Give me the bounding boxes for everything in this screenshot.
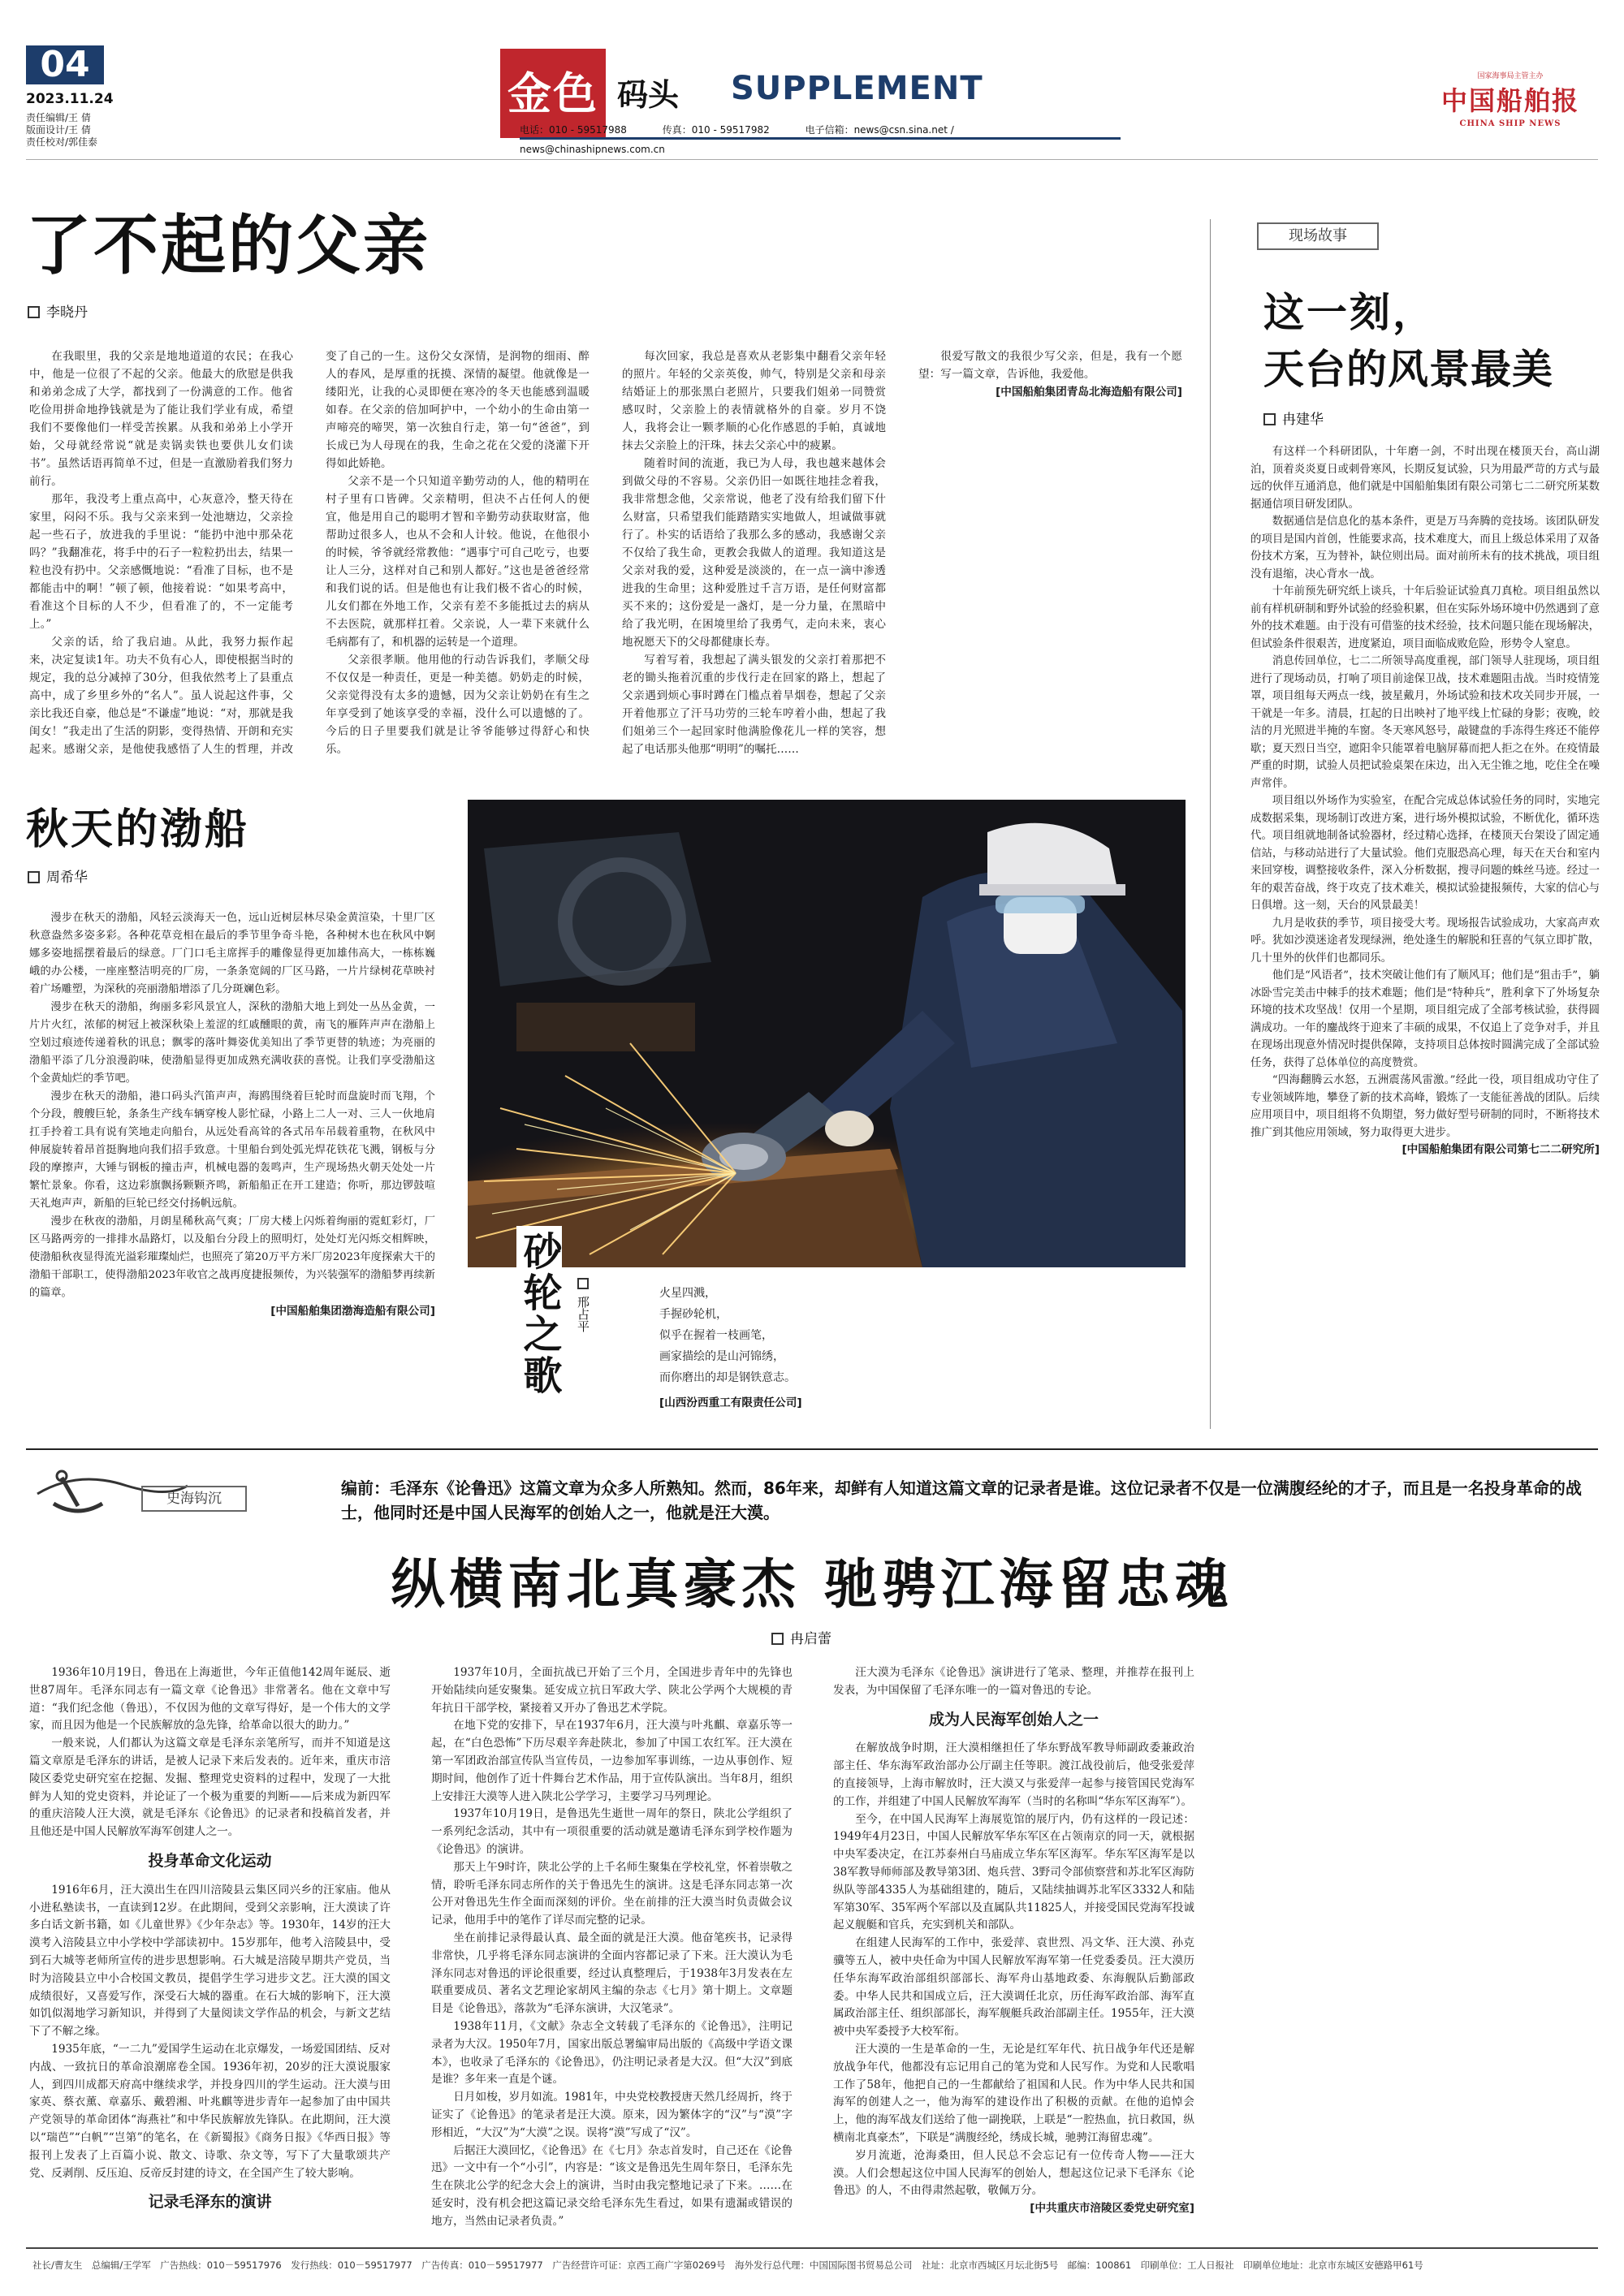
article2-byline (28, 865, 88, 886)
editors-block (26, 112, 97, 149)
article4-byline (771, 1627, 831, 1647)
contact-phone: 电话：010 - 59517988 (520, 124, 627, 136)
article4-body (29, 1664, 1596, 2241)
header-rule (26, 159, 1598, 160)
paragraph: 至今，在中国人民海军上海展览馆的展厅内，仍有这样的一段记述：1949年4月23日，中国人民解放军华东军区在占领南京的同一天，就根据中央军委决定，在江苏泰州白马庙成立华东军区海军。华东军区海军是以38军教导师师部及教导第3团、炮兵营、3野司令部侦察营和苏北军区海防纵队等部4335人为基础组建的，随后，又陆续抽调苏北军区3332人和陆军第30军、35军两个军部以及直属队共11825人，并接受国民党海军投诚起义舰艇和官兵，充实到机关和部队。 (833, 1812, 1194, 1932)
paragraph: 1916年6月，汪大漠出生在四川涪陵县云集区同兴乡的汪家庙。他从小进私塾读书，一直读到12岁。在此期间，受到父亲影响，汪大漠读了许多白话文新书籍，如《儿童世界》《少年杂志》等。1930年，14岁的汪大漠考入涪陵县立中小学校中学部读初中。15岁那年，他考入涪陵县中，受到石大城等老师所宣传的进步思想影响。石大城是涪陵早期共产党员，当时为涪陵县立中小合校国文教员，提倡学生学习进步文艺。汪大漠的国文成绩很好，又喜爱写作，深受石大城的器重。在石大城的影响下，汪大漠如饥似渴地学习新知识，并得到了大量阅读文学作品的机会，与新文艺结下了不解之缘。 (29, 1883, 391, 2039)
poem-line: 似乎在握着一枝画笔， (659, 1329, 773, 1342)
article1-author: 李晓丹 (46, 304, 88, 321)
paragraph: 消息传回单位，七二二所领导高度重视，部门领导人驻现场，项目组进行了现场动员，打响了项目前途保卫战，技术难题阻击战。当时疫情笼罩，项目组每天两点一线，披星戴月，外场试验和技术攻关同步开展，一干就是一年多。清晨，扛起的日出映衬了地平线上忙碌的身影；夜晚，皎洁的月光照进半掩的车窗。冬天寒风怒号，敲键盘的手冻得生疼还不能停歇；夏天烈日当空，遮阳伞只能罩着电脑屏幕而把人拒之在外。在疫情最严重的时期，试验人员把试验桌架在床边，出入无尘锥之地，吃住全在噪声常伴。 (1250, 655, 1600, 790)
paragraph: 一般来说，人们都认为这篇文章是毛泽东亲笔所写，而并不知道是这篇文章原是毛泽东的讲话，是被人记录下来后发表的。近年来，重庆市涪陵区委党史研究室在挖掘、发掘、整理党史资料的过程中，发现了一大批鲜为人知的党史资料，并论证了一个极为重要的判断——后来成为新四军的重庆涪陵人汪大漠，就是毛泽东《论鲁迅》的记录者和投稿首发者，并且他还是中国人民解放军海军创建人之一。 (29, 1737, 391, 1839)
article1-body (29, 347, 1182, 770)
paragraph: 在解放战争时期，汪大漠相继担任了华东野战军教导师副政委兼政治部主任、华东海军政治部办公厅副主任等职。渡江战役前后，他受张爱萍的直接领导，上海市解放时，汪大漠又与张爱萍一起参与接管国民党海军的工作，并组建了中国人民解放军海军（当时的名称叫“华东军区海军”）。 (833, 1741, 1194, 1808)
section-heading: 成为人民海军创始人之一 (928, 1710, 1099, 1728)
poem-line: 火星四溅， (659, 1287, 716, 1300)
photo-illustration (468, 800, 1186, 1267)
paragraph: 漫步在秋天的渤船，港口码头汽笛声声，海鸥围绕着巨轮时而盘旋时而飞翔，个个分段，艘艘巨轮，条条生产线车辆穿梭人影忙碌，小路上二人一对、三人一伙地肩扛手拎着工具有说有笑地走向船台，从远处看高耸的各式吊车吊载着重物，在秋风中伸展旋转着昂首挺胸地向我们招手致意。十里船台到处弧光焊花铁花飞溅，钢板与分段的摩擦声，大锤与钢板的撞击声，机械电器的轰鸣声，生产现场热火朝天处处一片繁忙景象。你看，这边彩旗飘扬颗颗齐鸣，新船船正在开工建造；你听，那边锣鼓喧天礼炮声声，新船的巨轮已经交付扬帆远航。 (29, 1090, 435, 1210)
paragraph: 很爱写散文的我很少写父亲，但是，我有一个愿望：写一篇文章，告诉他，我爱他。 (918, 350, 1182, 381)
article4-editor-note: 编前：毛泽东《论鲁迅》这篇文章为众多人所熟知。然而，86年来，却鲜有人知道这篇文章的记录者是谁。这位记录者不仅是一位满腹经纶的才子，而且是一名投身革命的战士，他同时还是中国人民海军的创始人之一，他就是汪大漠。 (341, 1478, 1582, 1522)
editor-line: 责任编辑/王 倩 (26, 112, 91, 123)
article3-title-line1: 这一刻， (1263, 289, 1436, 336)
contact-email: 电子信箱：news@csn.sina.net / news@chinashipnews.com.cn (520, 124, 954, 155)
article3-title-line2: 天台的风景最美 (1263, 346, 1553, 393)
contact-bar (520, 120, 1121, 155)
section-heading: 投身革命文化运动 (148, 1851, 272, 1870)
byline-mark (577, 1278, 589, 1289)
paragraph: 他们是“风语者”，技术突破让他们有了顺风耳；他们是“狙击手”，躺冰卧雪完美击中棘手的技术难题；他们是“特种兵”，胜利拿下了外场复杂环境的技术攻坚战！仅用一个星期，项目组完成了全部考核试验，获得圆满成功。一年的鏖战终于迎来了丰硕的成果，不仅追上了竞争对手，并且在现场出现意外情况时提供保障，支持项目总体按时圆满完成了全部试验任务，获得了总体单位的高度赞赏。 (1250, 969, 1600, 1069)
poem-line: 画家描绘的是山河锦绣， (659, 1350, 784, 1363)
section-separator (26, 1448, 1598, 1450)
article4-source: [中共重庆市涪陵区委党史研究室] (1030, 2202, 1194, 2216)
masthead-title: 中国船舶报 (1440, 85, 1579, 116)
contact-fax: 传真：010 - 59517982 (662, 124, 770, 136)
paragraph: 漫步在秋夜的渤船，月朗星稀秋高气爽；厂房大楼上闪烁着绚丽的霓虹彩灯，厂区马路两旁的一排排水晶路灯，以及船台分段上的照明灯，处处灯光闪烁交相辉映，使渤船秋夜显得流光溢彩璀璨灿烂，也照亮了第20万平方米厂房2023年度探索大干的渤船干部职工，使得渤船2023年收官之战再度捷报频传，为兴装强军的渤船梦再续新的篇章。 (29, 1215, 435, 1299)
paragraph: 随着时间的流逝，我已为人母，我也越来越体会到做父母的不容易。父亲仍旧一如既往地挂念着我，我非常想念他，父亲常说，他老了没有给我们留下什么财富，只希望我们能踏踏实实地做人，坦诚做事就行了。朴实的话语给了我那么多的感动，我感谢父亲不仅给了我生命，更教会我做人的道理。我知道这是父亲对我的爱，这种爱是淡淡的，在一点一滴中渗透进我的生命里；这种爱胜过千言万语，是任何财富都买不来的；这份爱是一盏灯，是一分力量，在黑暗中给了我光明，在困境里给了我勇气，走向未来，衷心地祝愿天下的父母都健康长寿。 (622, 457, 886, 649)
paragraph: 父亲很孝顺。他用他的行动告诉我们，孝顺父母不仅仅是一种责任，更是一种美德。奶奶走的时候，父亲觉得没有太多的遗憾，因为父亲让奶奶在有生之年享受到了她该享受的幸福，没什么可以遗憾的了。今后的日子里要我们就是让爷爷能够过得舒心和快乐。 (326, 654, 590, 756)
paragraph: “四海翻腾云水怒，五洲震荡风雷激。”经此一役，项目组成功守住了专业领域阵地，攀登了新的技术高峰，锻炼了一支能征善战的团队。后续应用项目中，项目组将不负期望，努力做好型号研制的同时，不断将技术推广到其他应用领域，努力取得更大进步。 (1250, 1074, 1600, 1139)
section-brand-box: 金色 (500, 49, 606, 138)
article3-byline (1263, 408, 1324, 428)
paragraph: 日月如梭，岁月如流。1981年，中央党校教授唐天然几经周折，终于证实了《论鲁迅》的笔录者是汪大漠。原来，因为繁体字的“汉”与“漠”字形相近，“大汉”为“大漠”之误。误将“漠”写成了“汉”。 (431, 2091, 793, 2139)
poem-line: 而你磨出的却是钢铁意志。 (659, 1371, 796, 1384)
article1-source: [中国船舶集团青岛北海造船有限公司] (996, 386, 1182, 399)
paragraph: 1938年11月，《文献》杂志全文转载了毛泽东的《论鲁迅》，注明记录者为大汉。1950年7月，国家出版总署编审局出版的《高级中学语文课本》，也收录了毛泽东的《论鲁迅》，仍注明记录者是大汉。但“大汉”到底是谁？多年来一直是个谜。 (431, 2019, 793, 2087)
paragraph: 后据汪大漠回忆，《论鲁迅》在《七月》杂志首发时，自己还在《论鲁迅》一文中有一个“小引”，内容是：“该文是鲁迅先生周年祭日，毛泽东先生在陕北公学的纪念大会上的演讲，当时由我完整地记录了下来。……在延安时，没有机会把这篇记录交给毛泽东先生看过，如果有遗漏或错误的地方，当然由记录者负责。” (431, 2143, 793, 2228)
footer-rule (26, 2247, 1598, 2249)
paragraph: 十年前预先研究纸上谈兵，十年后验证试验真刀真枪。项目组虽然以前有样机研制和野外试验的经验积累，但在实际外场环境中仍然遇到了意外的技术难题。由于没有可借鉴的技术经验，技术问题只能在现场解决，但试验条件很艰苦，进度紧迫，项目面临成败危险，形势令人窒息。 (1250, 585, 1600, 650)
poem-author: 邢占平 (576, 1296, 590, 1332)
paragraph: 父亲的话，给了我启迪。从此，我努力振作起来，决定复读1年。功夫不负有心人，即使根据当时的规定，我的总分减掉了30分，但我依然考上了县重点高中，成了乡里乡外的“名人”。虽人说起这件事，父亲比我还自豪，他总是“不谦虚”地说：“对，那就是我闺女！”我走出了生活的阴影，变得热情、开朗和充实起来。感谢父亲，是他使我感悟了人生的哲理，并改变了自己的一生。这份父女深情，是润物的细雨、醉人的春风，是厚重的抚摸、深情的凝望。他就像是一缕阳光，让我的心灵即便在寒冷的冬天也能感到温暖如春。在父亲的倍加呵护中，一个幼小的生命由第一声啼亮的啼哭，第一次独自行走，第一句“爸爸”，到长成已为人母现在的我，生命之花在父爱的浇灌下开得如此娇艳。 (29, 350, 590, 756)
paragraph: 九月是收获的季节，项目接受大考。现场报告试验成功，大家高声欢呼。犹如沙漠迷途者发现绿洲，绝处逢生的解脱和狂喜的气氛立即扩散，几十里外的伙伴们也都同乐。 (1250, 917, 1600, 965)
paragraph: 1935年底，“一二九”爱国学生运动在北京爆发，一场爱国团结、反对内战、一致抗日的革命浪潮席卷全国。1936年初，20岁的汪大漠说服家人，到四川成都天府高中继续求学，并投身四川的学生运动。汪大漠与田家英、蔡衣薰、章嘉乐、戴碧湘、叶兆麒等进步青年一起参加了由中国共产党领导的革命团体“海燕社”和中华民族解放先锋队。在此期间，汪大漠以“瑞芭”“白帆”“岂第”的笔名，在《新蜀报》《商务日报》《华西日报》等报刊上发表了上百篇小说、散文、诗歌、杂文等，写下了大量歌颂共产党、反剥削、反压迫、反帝反封建的诗文，在全国产生了较大影响。 (29, 2042, 391, 2180)
masthead-subtitle: CHINA SHIP NEWS (1459, 119, 1561, 128)
section-heading: 记录毛泽东的演讲 (148, 2193, 272, 2212)
paragraph: 项目组以外场作为实验室，在配合完成总体试验任务的同时，实地完成数据采集，现场制订改进方案，进行场外模拟试验，不断优化，循环迭代。项目组就地制备试验器材，经过精心选择，在楼顶天台架设了固定通信站，与移动站进行了大量试验。他们克服恐高心理，每天在天台和室内来回穿梭，调整接收条件，深入分析数据，搜寻问题的蛛丝马迹。经过一年的艰苦奋战，终于攻克了技术难关，模拟试验捷报频传，大家的信心与日俱增。这一刻，天台的风景最美！ (1250, 795, 1600, 912)
article1-title: 了不起的父亲 (26, 208, 430, 283)
paragraph: 在地下党的安排下，早在1937年6月，汪大漠与叶兆麒、章嘉乐等一起，在“白色恐怖”下历尽艰辛奔赴陕北，参加了中国工农红军。汪大漠在第一军团政治部宣传队当宣传员，一边参加军事训练，一边从事创作、短期时间，他创作了近十件舞台艺术作品，用于宣传队演出。当年8月，组织上安排汪大漠等人进入陕北公学学习，主要学习马列理论。 (431, 1719, 793, 1803)
article4-tag: 史海钩沉 (141, 1486, 247, 1512)
article2-source: [中国船舶集团渤海造船有限公司] (270, 1305, 435, 1318)
paragraph: 每次回家，我总是喜欢从老影集中翻看父亲年轻的照片。年轻的父亲英俊，帅气，特别是父亲和母亲结婚证上的那张黑白老照片，只要我们姐弟一同赞赏感叹时，父亲脸上的表情就格外的自豪。岁月不饶人，我将会让一颗孝顺的心化作感恩的手帕，真诚地抹去父亲脸上的汗珠，抹去父亲心中的疲累。 (622, 350, 886, 452)
masthead-logo (1421, 70, 1600, 128)
editor-line: 责任校对/郭佳泰 (26, 136, 98, 148)
paragraph: 在组建人民海军的工作中，张爱萍、袁世烈、冯文华、汪大漠、孙克骥等五人，被中央任命为中国人民解放军海军第一任党委委员。汪大漠历任华东海军政治部组织部部长、海军舟山基地政委、东海舰队后勤部政委。中华人民共和国成立后，汪大漠调任北京，历任海军政治部、海军直属政治部主任、组织部部长，海军舰艇兵政治部副主任。1955年，汪大漠被中央军委授予大校军衔。 (833, 1936, 1194, 2039)
section-brand-zh: 码头 (617, 76, 680, 113)
article4-author: 冉启蕾 (790, 1631, 831, 1647)
paragraph: 父亲不是一个只知道辛勤劳动的人，他的精明在村子里有口皆碑。父亲精明，但决不占任何人的便宜，他是用自己的聪明才智和辛勤劳动获取财富，他帮助过很多人，也从不会和人计较。他说，在他很小的时候，爷爷就经常教他：“遇事宁可自己吃亏，也要让人三分，这样对自己和别人都好。”这也是爸爸经常和我们说的话。但是他也有让我们极不省心的时候，儿女们都在外地工作，父亲有差不多能抵过去的病从不去医院，就那样扛着。父亲说，人一辈下来就什么毛病都有了，和机器的运转是一个道理。 (326, 475, 590, 649)
paragraph: 汪大漠为毛泽东《论鲁迅》演讲进行了笔录、整理，并推荐在报刊上发表，为中国保留了毛泽东唯一的一篇对鲁迅的专论。 (833, 1666, 1194, 1697)
paragraph: 坐在前排记录得最认真、最全面的就是汪大漠。他奋笔疾书，记录得非常快，几乎将毛泽东同志演讲的全面内容都记录了下来。汪大漠认为毛泽东同志对鲁迅的评论很重要，经过认真整理后，于1938年3月发表在左联重要成员、著名文艺理论家胡风主编的杂志《七月》第十期上。文章题目是《论鲁迅》，落款为“毛泽东演讲，大汉笔录”。 (431, 1931, 793, 2016)
poem-title: 砂轮之歌 (516, 1226, 562, 1413)
paragraph: 有这样一个科研团队，十年磨一剑，不时出现在楼顶天台，高山湖泊，顶着炎炎夏日或刺骨寒风，长期反复试验，只为用最严苛的方式与最远的伙伴互通消息，他们就是中国船舶集团有限公司第七二二研究所某数据通信项目研发团队。 (1250, 446, 1600, 511)
paragraph: 在我眼里，我的父亲是地地道道的农民；在我心中，他是一位很了不起的父亲。他最大的欣慰是供我和弟弟念成了大学，都找到了一份满意的工作。他省吃俭用拼命地挣钱就是为了能让我们学业有成，希望我们不要像他们一样受苦挨累。从我和弟弟上小学开始，父母就经常说“就是卖锅卖铁也要供儿女们读书”。虽然话语再简单不过，但是一直激励着我们努力前行。 (29, 350, 293, 488)
paragraph: 1937年10月，全面抗战已开始了三个月，全国进步青年中的先锋也开始陆续向延安聚集。延安成立抗日军政大学、陕北公学两个大规模的青年抗日干部学校，紧接着又开办了鲁迅艺术学院。 (431, 1666, 793, 1715)
masthead-small: 国家海事局主管主办 (1477, 72, 1544, 80)
paragraph: 岁月流逝，沧海桑田，但人民总不会忘记有一位传奇人物——汪大漠。人们会想起这位中国人民海军的创始人，想起这位记录下毛泽东《论鲁迅》的人，不由得肃然起敬，敬佩万分。 (833, 2148, 1194, 2198)
paragraph: 1936年10月19日，鲁迅在上海逝世，今年正值他142周年诞辰、逝世87周年。毛泽东同志有一篇文章《论鲁迅》非常著名。他在文章中写道：“我们纪念他（鲁迅），不仅因为他的文章写得好，是一个伟大的文学家，而且因为他是一个民族解放的急先锋，给革命以很大的助力。” (29, 1666, 391, 1733)
column-divider (1210, 219, 1211, 1429)
paragraph: 1937年10月19日，是鲁迅先生逝世一周年的祭日，陕北公学组织了一系列纪念活动，其中有一项很重要的活动就是邀请毛泽东到学校作题为《论鲁迅》的演讲。 (431, 1807, 793, 1856)
paragraph: 那年，我没考上重点高中，心灰意冷，整天待在家里，闷闷不乐。我与父亲来到一处池塘边，父亲捡起一些石子，放进我的手里说：“能扔中池中那朵花吗？”我翻准花，将手中的石子一粒粒扔出去，结果一粒也没有扔中。父亲感慨地说：“看准了目标，也不是都能击中的啊！”顿了顿，他接着说：“如果考高中，看准这个目标的人不少，但看准了的，不一定能考上。” (29, 493, 293, 631)
article1-byline (28, 300, 88, 321)
paragraph: 写着写着，我想起了满头银发的父亲打着那把不老的锄头拖着沉重的步伐行走在回家的路上，想起了父亲遇到烦心事时蹲在门槛点着旱烟卷，想起了父亲开着他那立了汗马功劳的三轮车哼着小曲，想起了我们姐弟三个一起回家时他满脸像花儿一样的笑容，想起了电话那头他那“明明”的嘱托…… (622, 654, 886, 756)
editor-line: 版面设计/王 倩 (26, 124, 91, 136)
paragraph: 汪大漠的一生是革命的一生，无论是红军年代、抗日战争年代还是解放战争年代，他都没有忘记用自己的笔为党和人民写作。为党和人民歌唱工作了58年，他把自己的一生都献给了祖国和人民。作为中华人民共和国海军的创建人之一，他为海军的建设作出了积极的贡献。在他的追悼会上，他的海军战友们送给了他一副挽联，上联是“一腔热血，抗日救国，纵横南北真豪杰”，下联是“满腹经纶，绣成长城，驰骋江海留忠魂”。 (833, 2042, 1194, 2144)
paragraph: 漫步在秋天的渤船，风轻云淡海天一色，远山近树层林尽染金黄渲染，十里厂区秋意盎然多姿多彩。各种花草竞相在最后的季节里争奇斗艳，各种树木也在秋风中婀娜多姿地摇摆着最后的绿意。厂门口毛主席挥手的雕像显得更加雄伟高大，一栋栋巍峨的办公楼，一座座整洁明亮的厂房，一条条宽阔的厂区马路，一片片绿树花草映衬着广场雕塑，为深秋的亮丽渤船增添了几分斑斓色彩。 (29, 912, 435, 995)
page-number: 04 (26, 45, 104, 84)
section-brand-en: SUPPLEMENT (731, 70, 983, 107)
article2-author: 周希华 (46, 870, 88, 886)
article2-title: 秋天的渤船 (26, 805, 250, 854)
article2-body (29, 909, 435, 1429)
poem-byline (575, 1278, 592, 1400)
poem-source: [山西汾西重工有限责任公司] (659, 1396, 802, 1409)
article3-source: [中国船舶集团有限公司第七二二研究所] (1402, 1143, 1600, 1156)
page-date: 2023.11.24 (26, 91, 114, 107)
article4-title: 纵横南北真豪杰 驰骋江海留忠魂 (391, 1553, 1233, 1616)
paragraph: 那天上午9时许，陕北公学的上千名师生聚集在学校礼堂，怀着崇敬之情，聆听毛泽东同志所作的关于鲁迅先生的演讲。这是毛泽东同志第一次公开对鲁迅先生作全面而深刻的评价。坐在前排的汪大漠当时负责做会议记录，他用手中的笔作了详尽而完整的记录。 (431, 1860, 793, 1927)
article3-author: 冉建华 (1282, 412, 1324, 428)
poem-line: 手握砂轮机， (659, 1308, 728, 1321)
photo-grinding-worker (468, 800, 1186, 1267)
paragraph: 数据通信是信息化的基本条件，更是万马奔腾的竞技场。该团队研发的项目是国内首创，性能要求高，技术难度大，而且上级总体采用了双备份技术方案，互为替补，缺位则出局。面对前所未有的技术挑战，项目组没有退缩，决心背水一战。 (1250, 516, 1600, 580)
paragraph: 漫步在秋天的渤船，绚丽多彩风景宜人，深秋的渤船大地上到处一丛丛金黄，一片片火红，浓郁的树冠上被深秋染上羞涩的红戚醺眼的黄，南飞的雁阵声声在渤船上空划过痕迹传递着秋的讯息；飘零的落叶舞姿优美知出了季节更替的轨迹；为亮丽的渤船平添了几分浪漫韵味，使渤船显得更加成熟充满收获的喜悦。让我们享受渤船这个金黄灿烂的季节吧。 (29, 1001, 435, 1085)
article3-tag: 现场故事 (1257, 222, 1379, 250)
footer-info: 社长/曹友生 总编辑/王学军 广告热线：010－59517976 发行热线：010－59517977 广告传真：010－59517977 广告经营许可证：京西工商广字第0269号 海外发行总代理：中国国际图书贸易总公司 社址：北京市西城区月坛北街5号 邮编：100861 印刷单位：工人日报社 印刷单位地址：北京市东城区安德路甲61号 (32, 2259, 1423, 2271)
article3-body (1250, 443, 1600, 1427)
poem-lines (659, 1283, 796, 1388)
